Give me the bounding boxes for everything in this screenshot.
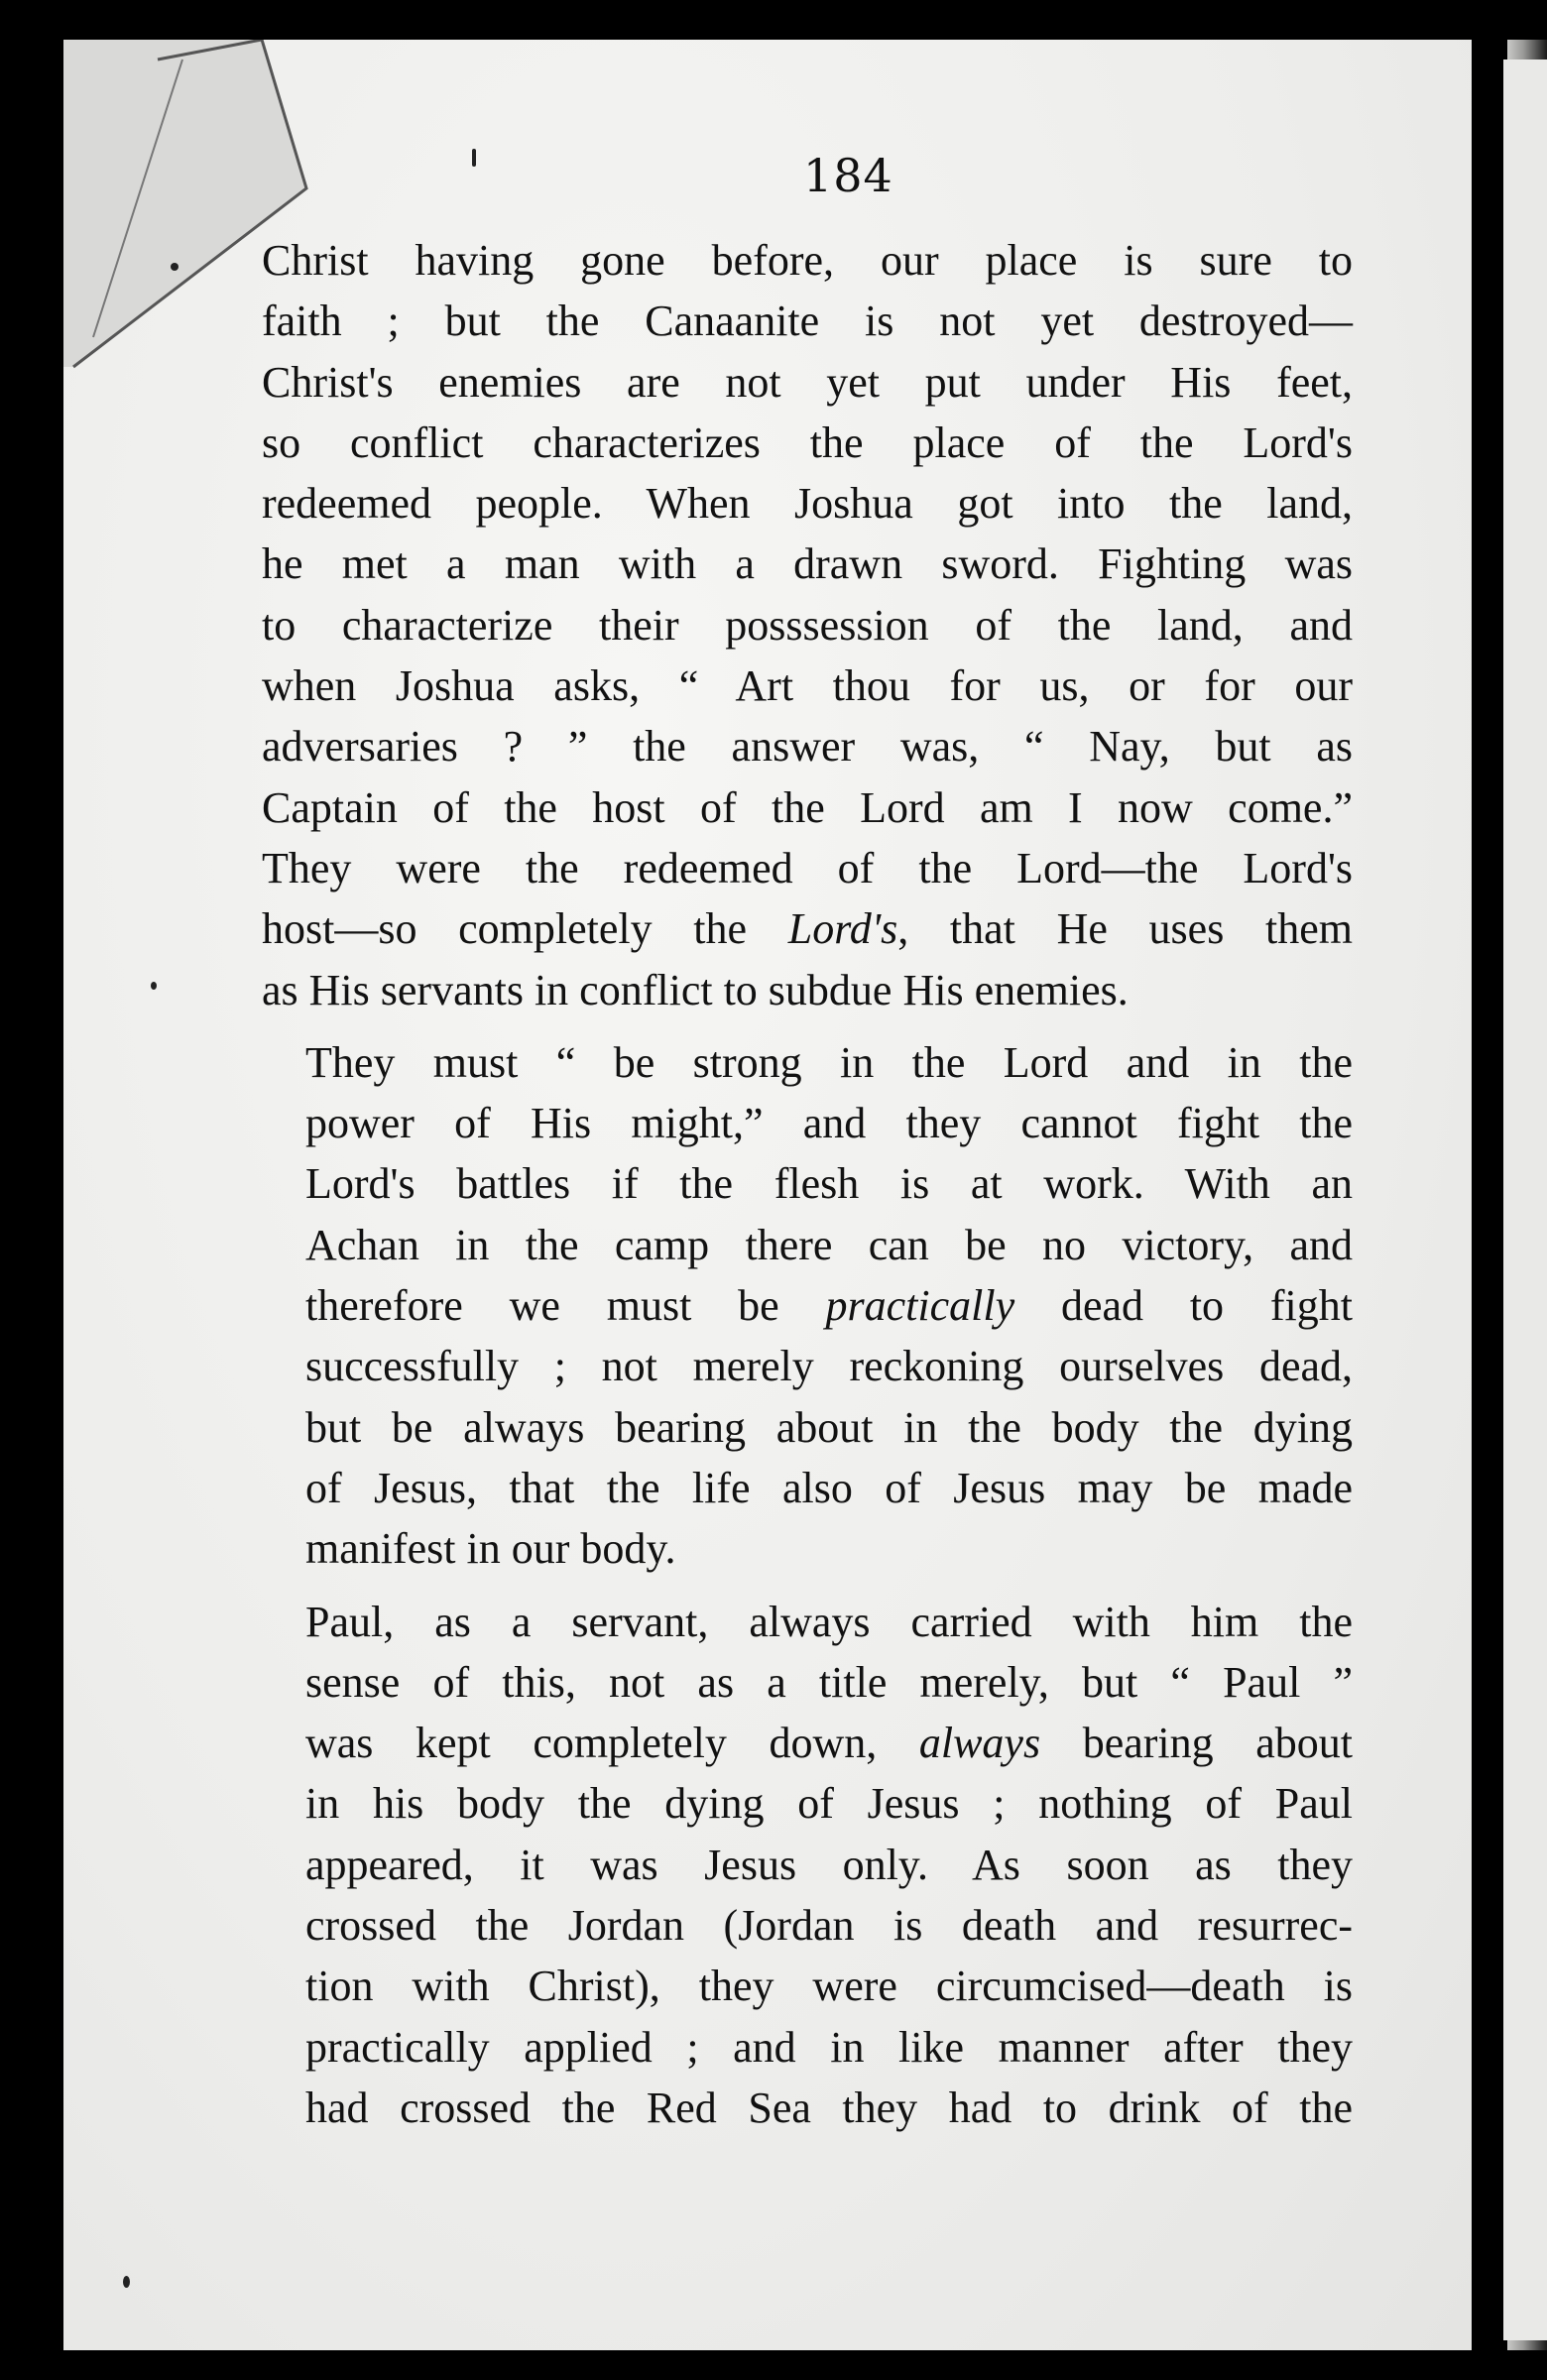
text-line: had crossed the Red Sea they had to drink of the: [305, 2082, 1353, 2132]
paragraph-2: [262, 1032, 1353, 1580]
text-line-mixed: [262, 1713, 1353, 1773]
text-line: adversaries ? ” the answer was, “ Nay, but as: [262, 722, 1353, 772]
dust-speck: [472, 149, 476, 167]
text-line: as His servants in conflict to subdue His enemies.: [262, 965, 1129, 1014]
dust-speck: [123, 2276, 130, 2288]
body-text: [262, 230, 1353, 2150]
text-segment: , that He uses them: [897, 904, 1353, 954]
text-segment: bearing about: [1040, 1719, 1353, 1768]
text-line: to characterize their posssession of the land, and: [262, 600, 1353, 650]
page-number: 184: [803, 149, 893, 202]
text-segment: host—so completely the: [262, 904, 788, 954]
text-line: faith ; but the Canaanite is not yet destroyed—: [262, 297, 1353, 346]
text-segment: dead to fight: [1014, 1281, 1353, 1331]
text-line: They must “ be strong in the Lord and in the: [305, 1037, 1353, 1087]
dust-speck: [151, 982, 157, 990]
adjacent-page-edge: [1503, 60, 1547, 2340]
text-line: practically applied ; and in like manner after they: [305, 2022, 1353, 2072]
text-line: Captain of the host of the Lord am I now come.”: [262, 782, 1353, 832]
text-line: Achan in the camp there can be no victory, and: [305, 1220, 1353, 1269]
text-line: crossed the Jordan (Jordan is death and resurrec-: [305, 1901, 1353, 1951]
text-line: Christ having gone before, our place is sure to: [262, 236, 1353, 285]
text-line-mixed: [262, 1275, 1353, 1336]
text-line: when Joshua asks, “ Art thou for us, or for our: [262, 661, 1353, 711]
text-line: tion with Christ), they were circumcised—death is: [305, 1962, 1353, 2011]
text-line: appeared, it was Jesus only. As soon as they: [305, 1840, 1353, 1889]
text-line: Lord's battles if the flesh is at work. With an: [305, 1159, 1353, 1209]
text-segment: was kept completely down,: [305, 1719, 919, 1768]
text-line: sense of this, not as a title merely, but “ Paul ”: [305, 1657, 1353, 1707]
text-line: so conflict characterizes the place of the Lord's: [262, 417, 1353, 467]
text-line: Paul, as a servant, always carried with him the: [305, 1597, 1353, 1646]
text-line: They were the redeemed of the Lord—the Lord's: [262, 843, 1353, 892]
text-line: he met a man with a drawn sword. Fighting was: [262, 539, 1353, 589]
text-line: Christ's enemies are not yet put under His feet,: [262, 357, 1353, 407]
text-line: of Jesus, that the life also of Jesus may be made: [305, 1463, 1353, 1512]
italic-word: Lord's: [787, 904, 898, 954]
dust-speck: [171, 263, 178, 271]
text-line: successfully ; not merely reckoning ourselves dead,: [305, 1342, 1353, 1391]
text-line: power of His might,” and they cannot fight the: [305, 1099, 1353, 1148]
text-line: redeemed people. When Joshua got into the land,: [262, 479, 1353, 529]
paragraph-1: [262, 230, 1353, 1020]
text-line: but be always bearing about in the body the dying: [305, 1402, 1353, 1452]
text-line: manifest in our body.: [305, 1524, 676, 1574]
text-segment: therefore we must be: [305, 1281, 826, 1331]
paragraph-3: [262, 1592, 1353, 2139]
italic-word: always: [918, 1719, 1041, 1768]
text-line-mixed: [262, 898, 1353, 959]
italic-word: practically: [825, 1281, 1015, 1331]
text-line: in his body the dying of Jesus ; nothing of Paul: [305, 1779, 1353, 1829]
